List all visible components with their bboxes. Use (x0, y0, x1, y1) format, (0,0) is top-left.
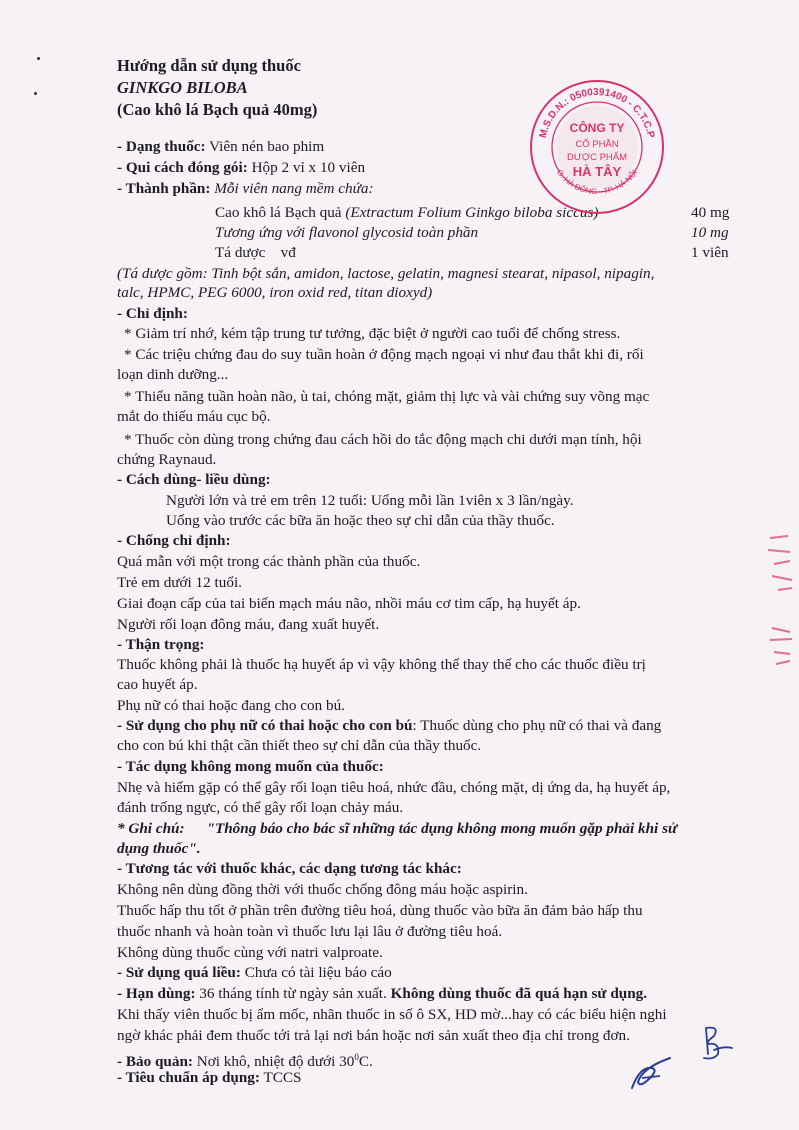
precaution-line: Thuốc không phải là thuốc hạ huyết áp vì vậy không thể thay thế cho các thuốc điều trị (117, 656, 646, 673)
edge-seal-marks (760, 530, 799, 680)
shelf-life-value: 36 tháng tính từ ngày sản xuất. (195, 985, 391, 1002)
dosage-form-value: Viên nén bao phim (205, 138, 325, 155)
section-heading-interactions: - Tương tác với thuốc khác, các dạng tương tác khác: (117, 860, 462, 877)
dosage-form-label: - Dạng thuốc: (117, 138, 206, 155)
margin-dot (37, 57, 40, 60)
section-heading-dosage: - Cách dùng- liều dùng: (117, 471, 271, 488)
indication-item-cont: loạn dinh dưỡng... (117, 366, 229, 383)
margin-dot (34, 92, 37, 95)
doc-title: Hướng dẫn sử dụng thuốc (117, 56, 301, 75)
component-1-amount: 40 mg (691, 204, 730, 221)
stamp-bottom-path: O. HÀ ĐÔNG - TP. HÀ NỘI (554, 167, 640, 197)
composition-label: - Thành phần: (117, 180, 211, 197)
component-3-amount: 1 viên (691, 244, 729, 261)
indication-item: * Các triệu chứng đau do suy tuần hoàn ở động mạch ngoại vi như đau thắt khi đi, rối (124, 346, 644, 363)
indication-item: * Thiểu năng tuần hoàn não, ù tai, chóng mặt, giảm thị lực và vài chứng suy võng mạc (124, 388, 650, 405)
standard-line (117, 1068, 301, 1088)
note-label: * Ghi chú: (117, 820, 185, 837)
contraindication-line: Trẻ em dưới 12 tuổi. (117, 574, 242, 591)
stamp-ring-path: M.S.D.N.: 0500391400 - C.T.C.P (537, 86, 657, 140)
drug-subtitle: (Cao khô lá Bạch quả 40mg) (117, 100, 318, 119)
pregnancy-value: : Thuốc dùng cho phụ nữ có thai và đang (412, 717, 662, 734)
standard-value: TCCS (259, 1069, 302, 1086)
packaging-label: - Qui cách đóng gói: (117, 159, 248, 176)
note-line-cont: dụng thuốc". (117, 840, 201, 857)
stamp-company-line: CỔ PHẦN (575, 139, 619, 150)
excipients-line: (Tá dược gồm: Tinh bột sắn, amidon, lactose, gelatin, magnesi stearat, nipasol, nipagin, (117, 265, 655, 282)
section-heading-contraindications: - Chống chỉ định: (117, 532, 231, 549)
overdose-value: Chưa có tài liệu báo cáo (240, 964, 392, 981)
precaution-line: Phụ nữ có thai hoặc đang cho con bú. (117, 697, 345, 714)
storage-label: - Bảo quản: (117, 1053, 193, 1071)
note-line (117, 819, 677, 839)
pregnancy-label: - Sử dụng cho phụ nữ có thai hoặc cho con bú (117, 717, 413, 734)
excipients-line: talc, HPMC, PEG 6000, iron oxid red, titan dioxyd) (117, 284, 433, 301)
shelf-life-label: - Hạn dùng: (117, 985, 196, 1002)
note-text: "Thông báo cho bác sĩ những tác dụng không mong muốn gặp phải khi sử (206, 820, 678, 837)
section-heading-side-effects: - Tác dụng không mong muốn của thuốc: (117, 758, 384, 775)
pregnancy-line (117, 716, 661, 736)
interaction-line: Không nên dùng đồng thời với thuốc chống đông máu hoặc aspirin. (117, 881, 528, 898)
shelf-life-line: ngờ khác phải đem thuốc tới trả lại nơi bán hoặc nơi sản xuất theo địa chỉ trong đơn. (117, 1027, 630, 1044)
dosage-form (117, 137, 324, 157)
company-stamp (528, 78, 666, 216)
overdose-label: - Sử dụng quá liều: (117, 964, 241, 981)
contraindication-line: Quá mẫn với một trong các thành phần của thuốc. (117, 553, 421, 570)
stamp-company-line: DƯỢC PHẨM (566, 152, 628, 163)
storage-unit: C. (358, 1053, 373, 1071)
interaction-line: thuốc nhanh và hoàn toàn vì thuốc lưu lại lâu ở đường tiêu hoá. (117, 923, 503, 940)
storage-value: Nơi khô, nhiệt độ dưới 30 (192, 1053, 355, 1071)
component-2: Tương ứng với flavonol glycosid toàn phần (215, 224, 479, 241)
drug-name: GINKGO BILOBA (117, 78, 248, 97)
storage-degree: 0 (354, 1052, 359, 1062)
standard-label: - Tiêu chuẩn áp dụng: (117, 1069, 260, 1086)
precaution-line: cao huyết áp. (117, 676, 198, 693)
shelf-life-line: Khi thấy viên thuốc bị ẩm mốc, nhãn thuốc in số ô SX, HD mờ...hay có các biểu hiện nghi (117, 1006, 667, 1023)
packaging-value: Hộp 2 vỉ x 10 viên (247, 159, 366, 176)
section-heading-precautions: - Thận trọng: (117, 636, 205, 653)
section-heading-indications: - Chỉ định: (117, 305, 188, 322)
dosage-line: Uống vào trước các bữa ăn hoặc theo sự chỉ dẫn của thầy thuốc. (166, 512, 555, 529)
component-1-name: Cao khô lá Bạch quả (215, 204, 346, 221)
packaging (117, 158, 365, 178)
stamp-company-line: CÔNG TY (569, 121, 625, 135)
shelf-life-warning: Không dùng thuốc đã quá hạn sử dụng. (390, 985, 648, 1002)
indication-item: * Giảm trí nhớ, kém tập trung tư tưởng, đặc biệt ở người cao tuổi để chống stress. (124, 325, 621, 342)
indication-item: * Thuốc còn dùng trong chứng đau cách hồi do tắc động mạch chi dưới mạn tính, hội (124, 431, 642, 448)
contraindication-line: Người rối loạn đông máu, đang xuất huyết. (117, 616, 380, 633)
component-2-amount: 10 mg (691, 224, 729, 241)
indication-item-cont: mắt do thiếu máu cục bộ. (117, 408, 271, 425)
component-3: Tá dược vđ (215, 244, 296, 261)
signature-initials (620, 1020, 740, 1100)
indication-item-cont: chứng Raynaud. (117, 451, 217, 468)
stamp-company-line: HÀ TÂY (572, 164, 622, 179)
side-effects-line: đánh trống ngực, có thể gây rối loạn chảy máu. (117, 799, 404, 816)
overdose-line (117, 963, 392, 983)
dosage-line: Người lớn và trẻ em trên 12 tuổi: Uống mỗi lần 1viên x 3 lần/ngày. (166, 492, 574, 509)
composition (117, 179, 374, 199)
component-1-latin: (Extractum Folium Ginkgo biloba siccus) (345, 204, 599, 221)
side-effects-line: Nhẹ và hiếm gặp có thể gây rối loạn tiêu hoá, nhức đầu, chóng mặt, dị ứng da, hạ huyết áp, (117, 779, 671, 796)
pregnancy-line-cont: cho con bú khi thật cần thiết theo sự chỉ dẫn của thầy thuốc. (117, 737, 482, 754)
shelf-life-line (117, 984, 647, 1004)
contraindication-line: Giai đoạn cấp của tai biến mạch máu não, nhồi máu cơ tim cấp, hạ huyết áp. (117, 595, 581, 612)
interaction-line: Không dùng thuốc cùng với natri valproate. (117, 944, 383, 961)
interaction-line: Thuốc hấp thu tốt ở phần trên đường tiêu hoá, dùng thuốc vào bữa ăn đảm bảo hấp thu (117, 902, 643, 919)
composition-value: Mỗi viên nang mềm chứa: (210, 180, 374, 197)
